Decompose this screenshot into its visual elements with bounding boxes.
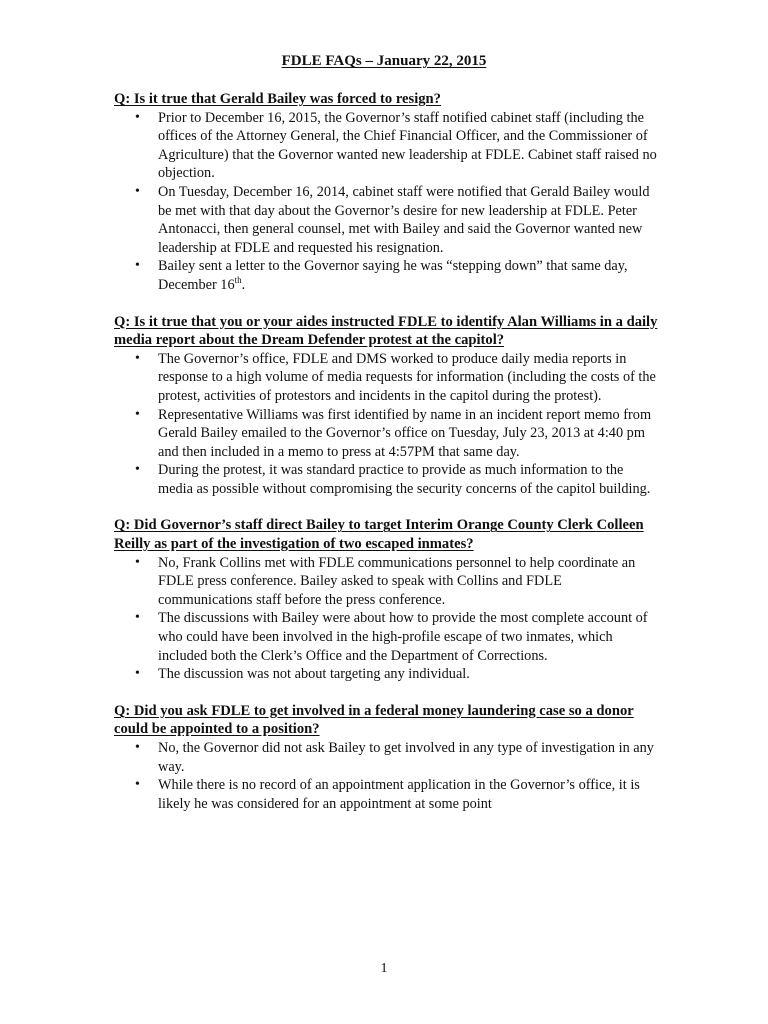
answer-item	[114, 406, 659, 462]
bullet-icon: •	[135, 406, 140, 422]
bullet-icon: •	[135, 777, 140, 793]
faq-section-resignation	[114, 90, 659, 295]
answer-text: On Tuesday, December 16, 2014, cabinet staff were notified that Gerald Bailey would be met with that day about the Governor’s desire for new leadership at FDLE. Peter Antonacci, then general counsel, met with Bailey and said the Governor wanted new leadership at FDLE and requested his resignation.	[158, 183, 650, 256]
faq-question: Q: Did Governor’s staff direct Bailey to target Interim Orange County Clerk Colleen Reilly as part of the investigation of two escaped inmates?	[114, 517, 644, 553]
answer-item	[114, 609, 659, 665]
answer-item	[114, 350, 659, 406]
answer-text: The discussions with Bailey were about how to provide the most complete account of who could have been involved in the high-profile escape of two inmates, which included both the Clerk’s Office and the Department of Corrections.	[158, 610, 648, 664]
answer-text: The Governor’s office, FDLE and DMS worked to produce daily media reports in response to a high volume of media requests for information (including the costs of the protest, activities of protestors and incidents in the capitol during the protest).	[158, 350, 656, 404]
faq-content	[114, 90, 659, 831]
answer-list	[114, 739, 659, 813]
answer-text: No, Frank Collins met with FDLE communications personnel to help coordinate an FDLE press conference. Bailey asked to speak with Collins and FDLE communications staff before the press conference.	[158, 554, 636, 608]
answer-text-suffix: .	[241, 276, 246, 293]
answer-list	[114, 109, 659, 295]
ordinal-superscript: th	[234, 275, 242, 286]
answer-text: While there is no record of an appointment application in the Governor’s office, it is likely he was considered for an appointment at some point	[158, 777, 640, 812]
bullet-icon: •	[135, 109, 140, 125]
answer-item	[114, 665, 659, 684]
bullet-icon: •	[135, 554, 140, 570]
faq-section-reilly	[114, 516, 659, 683]
bullet-icon: •	[135, 350, 140, 366]
answer-item	[114, 739, 659, 776]
answer-text: Bailey sent a letter to the Governor saying he was “stepping down” that same day, December 16	[158, 258, 628, 293]
bullet-icon: •	[135, 666, 140, 682]
answer-item	[114, 257, 659, 294]
bullet-icon: •	[135, 183, 140, 199]
answer-list	[114, 554, 659, 684]
answer-text: The discussion was not about targeting any individual.	[158, 666, 470, 683]
answer-text: Prior to December 16, 2015, the Governor’s staff notified cabinet staff (including the offices of the Attorney General, the Chief Financial Officer, and the Commissioner of Agriculture) that the Governor wanted new leadership at FDLE. Cabinet staff raised no objection.	[158, 109, 657, 182]
answer-text: No, the Governor did not ask Bailey to get involved in any type of investigation in any way.	[158, 740, 654, 775]
bullet-icon: •	[135, 740, 140, 755]
answer-item	[114, 109, 659, 183]
bullet-icon: •	[135, 258, 140, 274]
answer-item	[114, 776, 659, 813]
faq-question: Q: Is it true that Gerald Bailey was forced to resign?	[114, 91, 441, 107]
faq-section-money-laundering	[114, 702, 659, 814]
document-title: FDLE FAQs – January 22, 2015	[281, 53, 487, 69]
faq-question: Q: Is it true that you or your aides instructed FDLE to identify Alan Williams in a daily media report about the Dream Defender protest at the capitol?	[114, 313, 658, 349]
answer-item	[114, 183, 659, 257]
answer-list	[114, 350, 659, 499]
answer-item	[114, 461, 659, 498]
answer-text: Representative Williams was first identified by name in an incident report memo from Gerald Bailey emailed to the Governor’s office on Tuesday, July 23, 2013 at 4:40 pm and then included in a memo to press at 4:57PM that same day.	[158, 406, 652, 460]
bullet-icon: •	[135, 462, 140, 478]
answer-item	[114, 554, 659, 610]
page-number: 1	[380, 961, 388, 976]
bullet-icon: •	[135, 610, 140, 626]
faq-section-williams	[114, 313, 659, 499]
answer-text: During the protest, it was standard practice to provide as much information to the media as possible without compromising the security concerns of the capitol building.	[158, 462, 651, 497]
faq-question: Q: Did you ask FDLE to get involved in a federal money laundering case so a donor could be appointed to a position?	[114, 702, 634, 738]
